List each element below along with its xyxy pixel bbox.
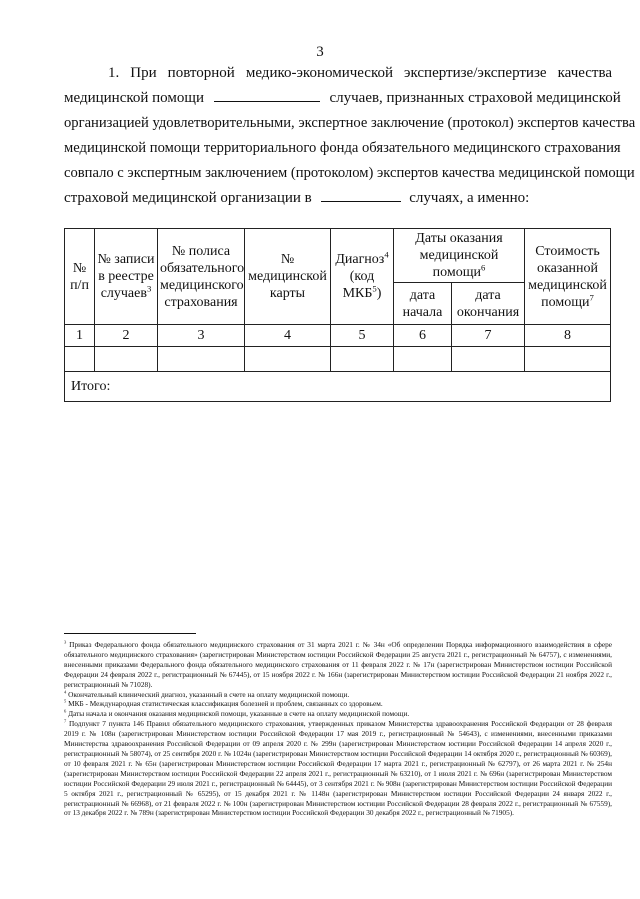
header-cost: Стоимость оказанной медицинской помощи$^7$ <box>525 229 611 325</box>
page-number: 3 <box>316 44 324 60</box>
table-cell[interactable] <box>95 347 158 372</box>
header-card: № медицинской карты <box>245 229 331 325</box>
table-cell[interactable] <box>525 347 611 372</box>
header-record: № записи в реестре случаев$^3$ <box>95 229 158 325</box>
paragraph-line-2 <box>64 87 621 109</box>
table-row <box>65 347 611 372</box>
table-cell[interactable] <box>331 347 394 372</box>
matched-cases-blank[interactable] <box>321 187 401 202</box>
paragraph-line-4: медицинской помощи территориального фонда обязательного медицинского страхования <box>64 140 621 156</box>
paragraph-line-5: совпало с экспертным заключением (протоколом) экспертов качества медицинской помощи <box>64 165 635 181</box>
header-date-end: дата окончания <box>452 283 525 325</box>
column-number: 4 <box>245 325 331 347</box>
line1-word: экспертизе/экспертизе <box>404 65 547 81</box>
header-date-start: дата начала <box>394 283 452 325</box>
table-cell[interactable] <box>245 347 331 372</box>
header-diagnosis: Диагноз$^4$ (код МКБ$^5$) <box>331 229 394 325</box>
footnote-6: $^6$ Даты начала и окончания оказания медицинской помощи, указанные в счете на оплату медицинской помощи. <box>64 708 410 719</box>
table-cell[interactable] <box>158 347 245 372</box>
line1-word: качества <box>557 65 613 81</box>
paragraph-line-3: организацией удовлетворительными, экспертное заключение (протокол) экспертов качества <box>64 115 636 131</box>
cases-count-blank[interactable] <box>214 87 320 102</box>
header-policy: № полиса обязательного медицинского страхования <box>158 229 245 325</box>
column-number: 1 <box>65 325 95 347</box>
column-number: 8 <box>525 325 611 347</box>
column-number: 3 <box>158 325 245 347</box>
line2-after: случаев, признанных страховой медицинской <box>329 90 621 106</box>
header-num: № п/п <box>65 229 95 325</box>
expertise-table <box>64 228 611 402</box>
paragraph-line-1 <box>64 62 612 84</box>
footnote-5: $^5$ МКБ - Международная статистическая классификация болезней и проблем, связанных со здоровьем. <box>64 699 383 709</box>
footnote-3: $^3$ Приказ Федерального фонда обязательного медицинского страхования от 31 марта 2021 г. № 34н «Об определении Порядка информационного взаимодействия в сфере обязательного медицинского страхования» (зарегистрирован Министерством юстиции Российской Федерации 25 августа 2021 г., регистрационный № 64757), с изменениями, внесенными приказами Федерального фонда обязательного медицинского страхования от 11 февраля 2022 г. № 17н (зарегистрирован Министерством юстиции Российской Федерации 24 февраля 2022 г., регистрационный № 67445), от 15 ноября 2022 г. № 166н (зарегистрирован Министерством юстиции Российской Федерации 21 ноября 2022 г., регистрационный № 71028). <box>64 639 612 689</box>
column-number: 6 <box>394 325 452 347</box>
column-number: 2 <box>95 325 158 347</box>
column-number: 7 <box>452 325 525 347</box>
line1-word: повторной <box>167 65 235 81</box>
table-cell[interactable] <box>65 347 95 372</box>
line2-before: медицинской помощи <box>64 90 204 106</box>
table-cell[interactable] <box>452 347 525 372</box>
line6-before: страховой медицинской организации в <box>64 190 312 206</box>
header-dates: Даты оказания медицинской помощи$^6$ <box>394 229 525 283</box>
footnotes <box>64 640 612 818</box>
column-number: 5 <box>331 325 394 347</box>
total-row: Итого: <box>65 372 611 402</box>
paragraph-line-6 <box>64 187 529 209</box>
line6-after: случаях, а именно: <box>409 190 530 206</box>
footnote-7: $^7$ Подпункт 7 пункта 146 Правил обязательного медицинского страхования, утвержденных приказом Министерства здравоохранения Российской Федерации от 28 февраля 2019 г. № 108н (зарегистрирован Министерством юстиции Российской Федерации 17 мая 2019 г., регистрационный № 54643), с изменениями, внесенными приказами Министерства здравоохранения Российской Федерации от 09 апреля 2020 г. № 299н (зарегистрирован Министерством юстиции Российской Федерации 14 апреля 2020 г., регистрационный № 58074), от 25 сентября 2020 г. № 1024н (зарегистрирован Министерством юстиции Российской Федерации 14 октября 2020 г., регистрационный № 60369), от 10 февраля 2021 г. № 65н (зарегистрирован Министерством юстиции Российской Федерации 17 марта 2021 г., регистрационный № 62797), от 26 марта 2021 г. № 254н (зарегистрирован Министерством юстиции Российской Федерации 22 апреля 2021 г., регистрационный № 63210), от 1 июля 2021 г. № 696н (зарегистрирован Министерством юстиции Российской Федерации 29 июля 2021 г., регистрационный № 64445), от 3 сентября 2021 г. № 908н (зарегистрирован Министерством юстиции Российской Федерации 5 октября 2021 г., регистрационный № 65295), от 15 декабря 2021 г. № 1148н (зарегистрирован Министерством юстиции Российской Федерации 24 января 2022 г., регистрационный № 66968), от 21 февраля 2022 г. № 100н (зарегистрирован Министерством юстиции Российской Федерации 28 февраля 2022 г., регистрационный № 67559), от 13 декабря 2022 г. № 789н (зарегистрирован Министерством юстиции Российской Федерации 30 декабря 2022 г., регистрационный № 71905). <box>64 718 613 818</box>
footnote-separator <box>64 633 196 634</box>
line1-word: медико-экономической <box>245 65 394 81</box>
line1-word: 1. При <box>108 65 157 81</box>
table-cell[interactable] <box>394 347 452 372</box>
footnote-4: $^4$ Окончательный клинический диагноз, указанный в счете на оплату медицинской помощи. <box>64 689 350 699</box>
